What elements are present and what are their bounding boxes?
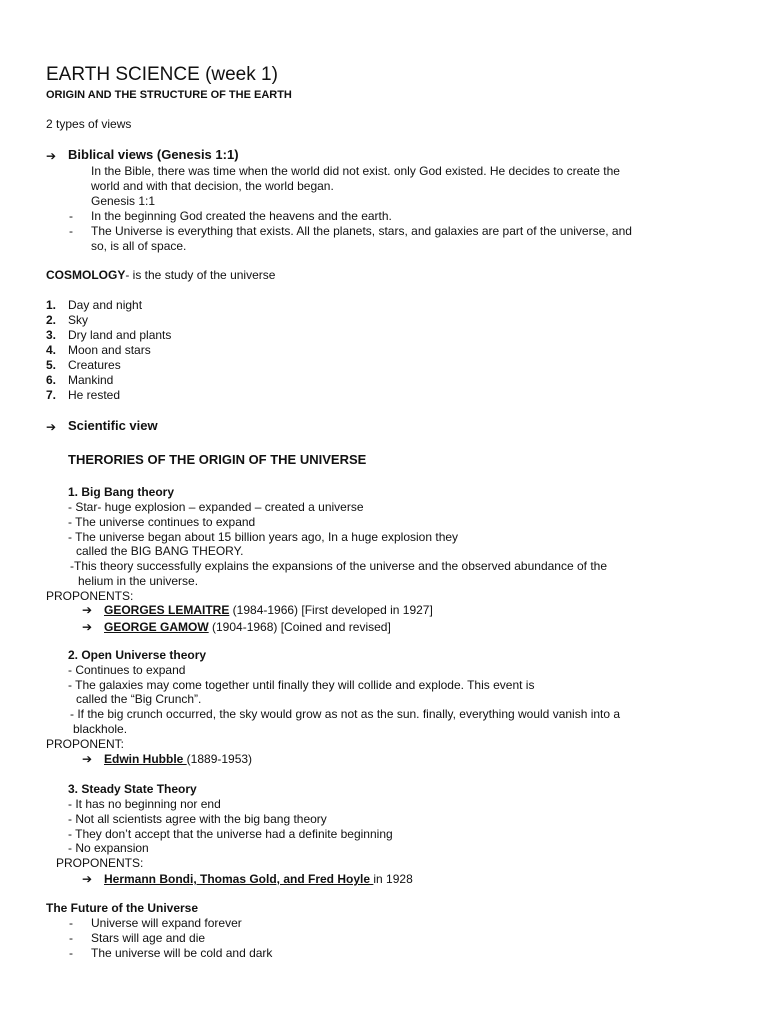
list-number: 5. (46, 358, 57, 372)
proponent-details: (1904-1968) [Coined and revised] (208, 620, 391, 634)
proponent-name: GEORGE GAMOW (104, 620, 209, 634)
dash-bullet: - (69, 916, 73, 930)
list-item: He rested (68, 388, 121, 402)
future-item: Universe will expand forever (91, 916, 242, 930)
theory-line: helium in the universe. (78, 574, 199, 588)
proponent-details: in 1928 (373, 872, 413, 886)
proponent-details: (1984-1966) [First developed in 1927] (229, 603, 433, 617)
dash-bullet: - (69, 946, 73, 960)
biblical-paragraph-line: In the Bible, there was time when the world did not exist. only God existed. He decides to create the (91, 164, 620, 178)
list-number: 1. (46, 298, 57, 312)
arrow-bullet-icon: ➔ (82, 752, 93, 766)
theory-line: - Not all scientists agree with the big bang theory (68, 812, 327, 826)
page-subtitle: ORIGIN AND THE STRUCTURE OF THE EARTH (46, 89, 292, 101)
theory-line: - The universe continues to expand (68, 515, 256, 529)
theory-line: - Continues to expand (68, 663, 186, 677)
theory-line: - The galaxies may come together until finally they will collide and explode. This event is (68, 678, 535, 692)
theory-line: called the “Big Crunch”. (76, 692, 202, 706)
theories-heading: THERORIES OF THE ORIGIN OF THE UNIVERSE (68, 452, 367, 467)
cosmology-text: - is the study of the universe (125, 268, 276, 282)
arrow-bullet-icon: ➔ (46, 420, 57, 434)
list-item: Mankind (68, 373, 114, 387)
proponents-label: PROPONENTS: (46, 589, 134, 603)
future-heading: The Future of the Universe (46, 901, 199, 915)
biblical-heading: Biblical views (Genesis 1:1) (68, 147, 239, 162)
arrow-bullet-icon: ➔ (46, 149, 57, 163)
theory-title: 3. Steady State Theory (68, 782, 197, 796)
theory-line: - The universe began about 15 billion years ago, In a huge explosion they (68, 530, 459, 544)
dash-bullet: - (69, 224, 73, 238)
theory-line: - If the big crunch occurred, the sky would grow as not as the sun. finally, everything would vanish into a (70, 707, 621, 721)
biblical-paragraph-line: Genesis 1:1 (91, 194, 156, 208)
future-item: Stars will age and die (91, 931, 206, 945)
page-title: EARTH SCIENCE (week 1) (46, 64, 278, 85)
theory-line: - Star- huge explosion – expanded – created a universe (68, 500, 364, 514)
list-number: 4. (46, 343, 57, 357)
dash-bullet: - (69, 209, 73, 223)
theory-line: - No expansion (68, 841, 149, 855)
list-item: Sky (68, 313, 89, 327)
list-number: 6. (46, 373, 57, 387)
proponent-entry (104, 752, 252, 766)
list-number: 2. (46, 313, 57, 327)
list-item: Moon and stars (68, 343, 151, 357)
proponent-label: PROPONENT: (46, 737, 125, 751)
biblical-bullet: In the beginning God created the heavens and the earth. (91, 209, 392, 223)
future-item: The universe will be cold and dark (91, 946, 273, 960)
cosmology-term: COSMOLOGY (46, 268, 126, 282)
biblical-bullet: The Universe is everything that exists. All the planets, stars, and galaxies are part of the universe, and (91, 224, 632, 238)
theory-title: 1. Big Bang theory (68, 485, 175, 499)
views-intro: 2 types of views (46, 117, 132, 131)
cosmology-definition (46, 268, 275, 282)
proponent-entry (104, 620, 391, 634)
dash-bullet: - (69, 931, 73, 945)
list-number: 7. (46, 388, 57, 402)
theory-line: - It has no beginning nor end (68, 797, 221, 811)
list-number: 3. (46, 328, 57, 342)
scientific-heading: Scientific view (68, 418, 158, 433)
theory-title: 2. Open Universe theory (68, 648, 207, 662)
proponent-name: Hermann Bondi, Thomas Gold, and Fred Hoyle (104, 872, 374, 886)
theory-line: called the BIG BANG THEORY. (76, 544, 244, 558)
proponent-name: Edwin Hubble (104, 752, 187, 766)
biblical-bullet-continued: so, is all of space. (91, 239, 187, 253)
proponents-label: PROPONENTS: (56, 856, 144, 870)
proponent-entry (104, 872, 413, 886)
proponent-entry (104, 603, 433, 617)
proponent-name: GEORGES LEMAITRE (104, 603, 230, 617)
theory-line: - They don’t accept that the universe had a definite beginning (68, 827, 393, 841)
proponent-details: (1889-1953) (186, 752, 253, 766)
list-item: Day and night (68, 298, 143, 312)
biblical-paragraph-line: world and with that decision, the world began. (91, 179, 334, 193)
arrow-bullet-icon: ➔ (82, 603, 93, 617)
list-item: Dry land and plants (68, 328, 172, 342)
theory-line: -This theory successfully explains the expansions of the universe and the observed abundance of the (70, 559, 607, 573)
arrow-bullet-icon: ➔ (82, 872, 93, 886)
theory-line: blackhole. (73, 722, 128, 736)
list-item: Creatures (68, 358, 121, 372)
arrow-bullet-icon: ➔ (82, 620, 93, 634)
